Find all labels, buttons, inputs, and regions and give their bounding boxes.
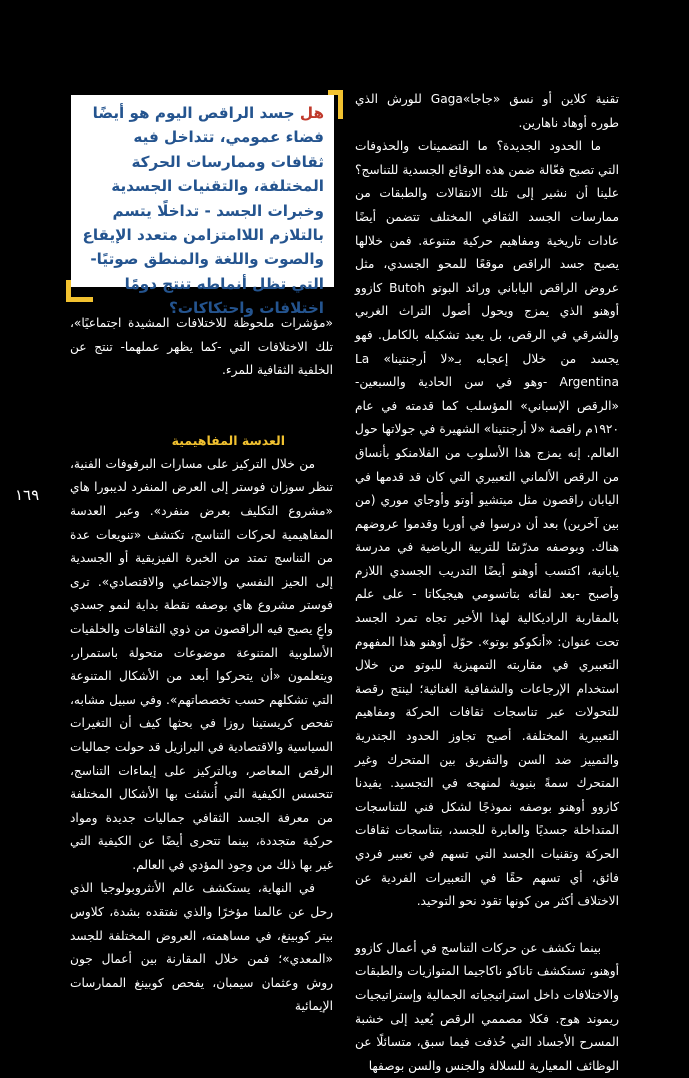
section-subheading: العدسة المفاهيمية bbox=[171, 432, 285, 448]
pull-quote bbox=[71, 95, 334, 318]
left-intro-paragraph: «مؤشرات ملحوظة للاختلافات المشيدة اجتماعيًا»، تلك الاختلافات التي -كما يظهر عملهما- تنتج عن الخلفية الثقافية للمرء. bbox=[70, 316, 333, 378]
left-column bbox=[70, 312, 333, 1019]
left-paragraph-1: من خلال التركيز على مسارات البرفوفات الفنية، تنظر سوزان فوستر إلى العرض المنفرد لديبورا هاي «مشروع التكليف بعرض منفرد». وعبر العدسة المفاهيمية لحركات التناسج، تكتشف «تنويعات عدة من التناسج تمتد من الخبرة الفيزيقية أو الجسدية إلى الحيز النفسي والاجتماعي والاقتصادي». ترى فوستر مشروع هاي بوصفه نقطة بداية لنمو جسدي واعٍ يصبح فيه الراقصون من ذوي الثقافات والخلفيات الأسلوبية المتنوعة موضوعات متحولة باستمرار، ويتعلمون «أن يتحركوا أبعد من الأشكال المتنوعة التي تشكلهم حسب تخصصاتهم». وفي سبيل مشابه، تفحص كريستينا روزا في بحثها كيف أن التغيرات السياسية والاقتصادية في البرازيل قد حولت جماليات الرقص المعاصر، وبالتركيز على إيماءات التناسج، تتحسس الكيفية التي أُنشئت بها الأشكال المختلفة من معرفة الجسد الثقافي جماليات جديدة ومواد حركية متجددة، بينما تتحرى أيضًا عن الكيفية التي غير بها ذلك من وجود المؤدي في العالم. bbox=[70, 456, 333, 872]
quote-corner-top-right bbox=[328, 90, 343, 119]
pull-quote-body: جسد الراقص اليوم هو أيضًا فضاء عمومي، تتداخل فيه ثقافات وممارسات الحركة المختلفة، والتقنيات الجسدية وخبرات الجسد - تداخلًا يتسم بالتلازم اللاامتزامن متعدد الإيقاع والصوت واللغة والمنطق صوتيًا- التي تظل أنماطه تنتج دومًا اختلافات واحتكاكات؟ bbox=[82, 104, 324, 318]
right-column bbox=[355, 88, 619, 1078]
quote-corner-bottom-left bbox=[66, 280, 93, 302]
right-paragraph-2: ما الحدود الجديدة؟ ما التضمينات والحذوفات التي تصبح فعّالة ضمن هذه الوقائع الجسدية للتناسج؟ علينا أن نشير إلى تلك الانتقالات والطبقات من ممارسات الجسد الثقافي المختلف تتضمن أيضًا عادات تاريخية ومفاهيم حركية متنوعة. فمن خلالها يصبح جسد الراقص موقعًا للمحو الجسدي، مثل عروض الراقص الياباني ورائد البوتو Butoh كازوو أوهنو الذي يمزج ويحول أصول التراث الغربي والشرقي في الرقص، بل يعيد تشكيله بالكامل. فهو يجسد من خلال إعجابه بـ«لا أرجنتينا» La Argentina -وهو في سن الحادية والسبعين- «الرقص الإسباني» المؤسلب كما قدمته في عام ١٩٢٠م راقصة «لا أرجنتينا» الشهيرة في جولاتها حول العالم. إنه يمزج هذا الأسلوب من الفلامنكو بأنساق من الرقص الألماني التعبيري التي كان قد قدمها في اليابان راقصون مثل ميتشيو أوتو وأوجاي موري (من بين آخرين) بعد أن درسوا في أوربا وقدموا عروضهم هناك. وبوصفه مدرّسًا للتربية الرياضية في مدرسة يابانية، اكتسب أوهنو أيضًا التدريب الجسدي اللازم وأصبح -بعد لقائه بتاتسومي هيجيكاتا - على علم بالمقاربة الراديكالية لهذا الأخير تجاه تمرد الجسد تحت عنوان: «أنكوكو بوتو». حوّل أوهنو هذا المفهوم التعبيري في مقاربته التمهيزية للبوتو من خلال استخدام الإرجاعات والشفافية الغنائية؛ لينتج رقصة للتحولات عبر تناسجات ثقافات الحركة ومفاهيم التعبيرية المختلفة. أصبح تجاوز الحدود الجندرية والتمييز ضد السن والتفريق بين المتحرك وغير المتحرك سمةً بنيوية لمنهجه في التجسيد. يفيدنا كازوو أوهنو بوصفه نموذجًا لشكل فني للتناسجات المتداخلة جسديًا والعابرة للجسد، بتناسجات ثقافات الحركة وتقنيات الجسد التي تسهم في تعبير فردي فائق، أي تسهم حقًا في التعبيرات الفردية عن الاختلاف أكثر من كونها تقود نحو التوحيد. bbox=[355, 139, 619, 909]
left-paragraph-2: في النهاية، يستكشف عالم الأنثروبولوجيا الذي رحل عن عالمنا مؤخرًا والذي نفتقده بشدة، كلاوس بيتر كوبينغ، في مساهمته، العروض المختلفة للجسد «المعدي»؛ فمن خلال المقارنة بين أعمال جون روش وعثمان سيمبان، يفحص كوبينغ الممارسات الإيمائية bbox=[70, 881, 333, 1014]
pull-quote-lead-word: هل bbox=[299, 104, 324, 122]
right-paragraph-1: تقنية كلاين أو نسق «جاجا»Gaga للورش الذي طوره أوهاد ناهارين. bbox=[355, 92, 620, 130]
page-number: ١٦٩ bbox=[15, 486, 40, 504]
right-paragraph-3: بينما تكشف عن حركات التناسج في أعمال كازوو أوهنو، تستكشف تاناكو ناكاجيما المتوازيات والطبقات والاختلافات داخل استراتيجياته الجمالية وإستراتيجيات ريموند هوج. فكلا مصممي الرقص يُعيد إلى خشبة المسرح الأجساد التي حُذفت فيما سبق، متسائلًا عن الوظائف المعيارية للسلالة والجنس والسن بوصفها bbox=[355, 940, 619, 1073]
pull-quote-text bbox=[76, 101, 324, 321]
